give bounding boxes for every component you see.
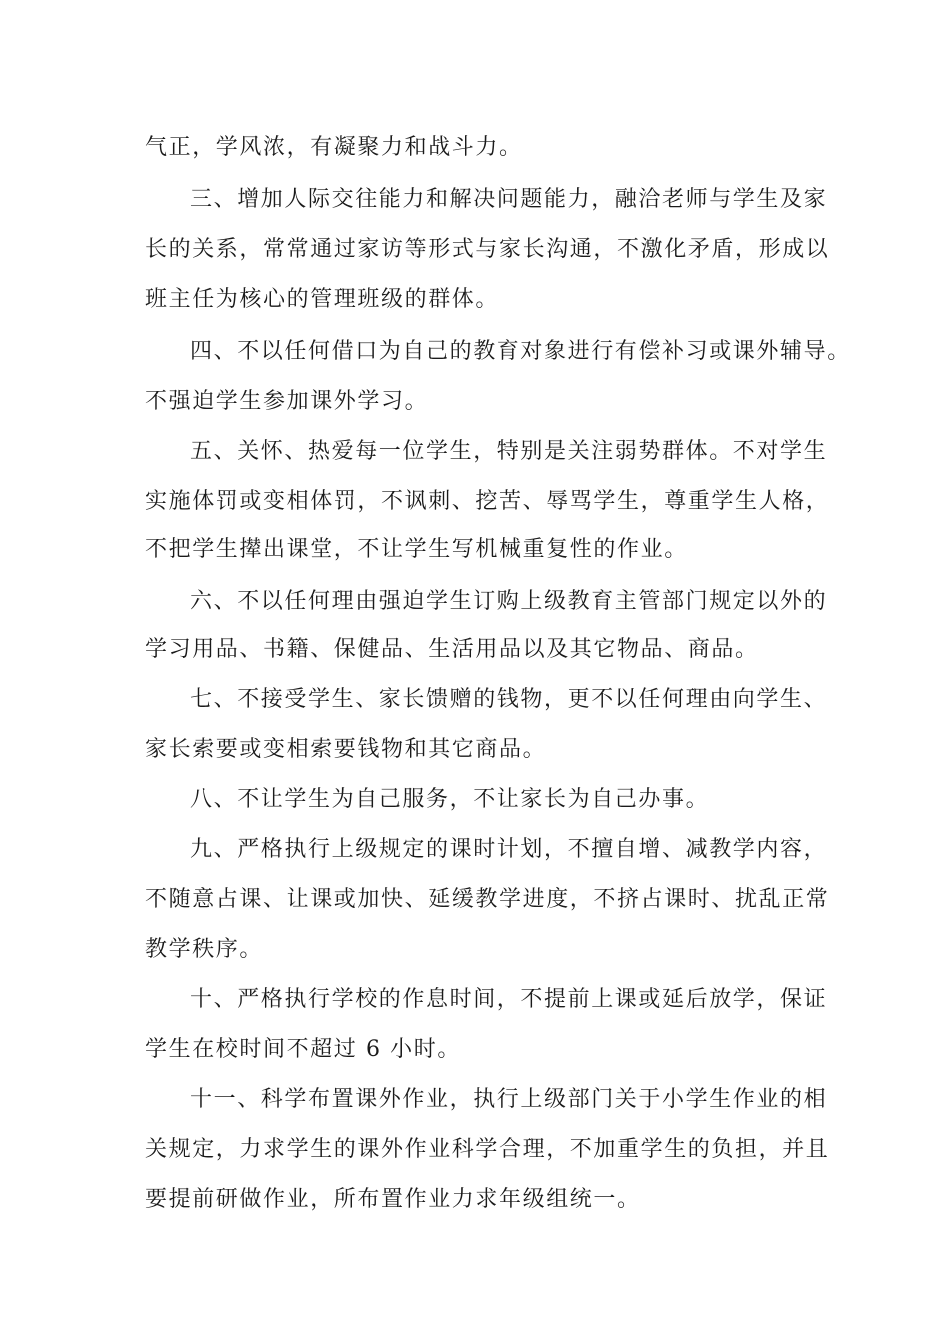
text-line: 关规定，力求学生的课外作业科学合理，不加重学生的负担，并且 xyxy=(145,1137,830,1162)
paragraph-8-line-1: 八、不让学生为自己服务，不让家长为自己办事。 xyxy=(190,787,710,812)
paragraph-3-line-1: 三、增加人际交往能力和解决问题能力，融洽老师与学生及家 xyxy=(190,187,828,212)
text-line: 不随意占课、让课或加快、延缓教学进度，不挤占课时、扰乱正常 xyxy=(145,887,830,912)
text-line: 不把学生撵出课堂，不让学生写机械重复性的作业。 xyxy=(145,537,688,562)
text-line: 实施体罚或变相体罚，不讽刺、挖苦、辱骂学生，尊重学生人格， xyxy=(145,489,830,514)
text-line: 气正，学风浓，有凝聚力和战斗力。 xyxy=(145,135,523,160)
text-line: 学生在校时间不超过 6 小时。 xyxy=(145,1037,461,1062)
paragraph-6-line-1: 六、不以任何理由强迫学生订购上级教育主管部门规定以外的 xyxy=(190,589,828,614)
paragraph-10-line-1: 十、严格执行学校的作息时间，不提前上课或延后放学，保证 xyxy=(190,987,828,1012)
text-line: 班主任为核心的管理班级的群体。 xyxy=(145,287,500,312)
text-line: 要提前研做作业，所布置作业力求年级组统一。 xyxy=(145,1187,641,1212)
paragraph-11-line-1: 十一、科学布置课外作业，执行上级部门关于小学生作业的相 xyxy=(190,1087,828,1112)
text-line: 学习用品、书籍、保健品、生活用品以及其它物品、商品。 xyxy=(145,637,759,662)
paragraph-4-line-1: 四、不以任何借口为自己的教育对象进行有偿补习或课外辅导。 xyxy=(190,339,851,364)
text-line: 长的关系，常常通过家访等形式与家长沟通，不激化矛盾，形成以 xyxy=(145,237,830,262)
paragraph-9-line-1: 九、严格执行上级规定的课时计划，不擅自增、减教学内容， xyxy=(190,837,828,862)
paragraph-7-line-1: 七、不接受学生、家长馈赠的钱物，更不以任何理由向学生、 xyxy=(190,687,828,712)
paragraph-5-line-1: 五、关怀、热爱每一位学生，特别是关注弱势群体。不对学生 xyxy=(190,439,828,464)
text-line: 教学秩序。 xyxy=(145,937,264,962)
text-line: 不强迫学生参加课外学习。 xyxy=(145,389,429,414)
text-line: 家长索要或变相索要钱物和其它商品。 xyxy=(145,737,547,762)
